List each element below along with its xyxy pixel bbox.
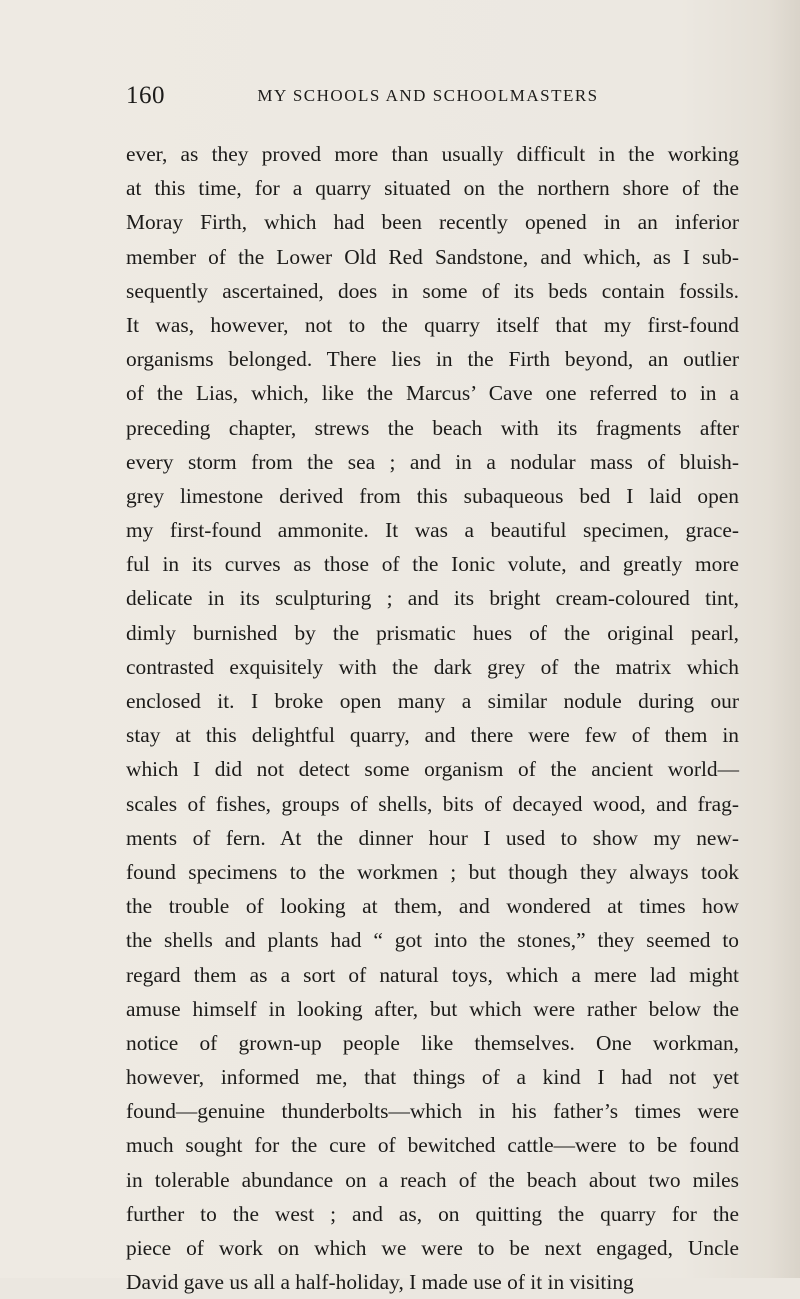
- text-line: stay at this delightful quarry, and there were few of them in: [126, 723, 739, 748]
- text-line: found—genuine thunderbolts—which in his father’s times were: [126, 1099, 739, 1124]
- text-line: which I did not detect some organism of the ancient world—: [126, 757, 739, 782]
- text-line: my first-found ammonite. It was a beautiful specimen, grace-: [126, 518, 739, 543]
- text-line: piece of work on which we were to be next engaged, Uncle: [126, 1236, 739, 1260]
- text-line: much sought for the cure of bewitched cattle—were to be found: [126, 1133, 739, 1158]
- text-line: regard them as a sort of natural toys, which a mere lad might: [126, 962, 739, 987]
- text-line: in tolerable abundance on a reach of the beach about two miles: [126, 1167, 739, 1192]
- text-line: at this time, for a quarry situated on the northern shore of the: [126, 176, 739, 201]
- text-line: preceding chapter, strews the beach with its fragments after: [126, 415, 739, 440]
- text-line: amuse himself in looking after, but which were rather below the: [126, 996, 739, 1021]
- text-line: ful in its curves as those of the Ionic volute, and greatly more: [126, 552, 739, 577]
- text-line: It was, however, not to the quarry itself that my first-found: [126, 312, 739, 337]
- text-line: member of the Lower Old Red Sandstone, and which, as I sub-: [126, 244, 739, 269]
- text-line: Moray Firth, which had been recently opened in an inferior: [126, 210, 739, 235]
- text-line: grey limestone derived from this subaqueous bed I laid open: [126, 483, 739, 508]
- running-title: MY SCHOOLS AND SCHOOLMASTERS: [257, 86, 599, 105]
- text-line: contrasted exquisitely with the dark grey of the matrix which: [126, 654, 739, 679]
- text-line: found specimens to the workmen ; but though they always took: [126, 859, 739, 884]
- text-line: enclosed it. I broke open many a similar nodule during our: [126, 689, 739, 713]
- text-line: organisms belonged. There lies in the Firth beyond, an outlier: [126, 347, 739, 372]
- text-line: scales of fishes, groups of shells, bits of decayed wood, and frag-: [126, 791, 739, 816]
- text-line: however, informed me, that things of a kind I had not yet: [126, 1065, 739, 1090]
- text-line: dimly burnished by the prismatic hues of the original pearl,: [126, 620, 739, 645]
- page-number: 160: [126, 82, 165, 109]
- body-text: [126, 137, 739, 1299]
- text-line: delicate in its sculpturing ; and its bright cream-coloured tint,: [126, 586, 739, 611]
- text-line: the trouble of looking at them, and wondered at times how: [126, 894, 739, 919]
- text-line: sequently ascertained, does in some of its beds contain fossils.: [126, 278, 739, 303]
- text-line: further to the west ; and as, on quitting the quarry for the: [126, 1201, 739, 1226]
- text-line: notice of grown-up people like themselves. One workman,: [126, 1030, 739, 1055]
- text-line: David gave us all a half-holiday, I made use of it in visiting: [126, 1270, 634, 1295]
- page-header: [0, 76, 800, 116]
- text-line: ments of fern. At the dinner hour I used to show my new-: [126, 825, 739, 850]
- text-line: every storm from the sea ; and in a nodular mass of bluish-: [126, 449, 739, 474]
- text-line: of the Lias, which, like the Marcus’ Cave one referred to in a: [126, 381, 739, 406]
- text-line: ever, as they proved more than usually difficult in the working: [126, 142, 739, 166]
- text-line: the shells and plants had “ got into the stones,” they seemed to: [126, 928, 739, 953]
